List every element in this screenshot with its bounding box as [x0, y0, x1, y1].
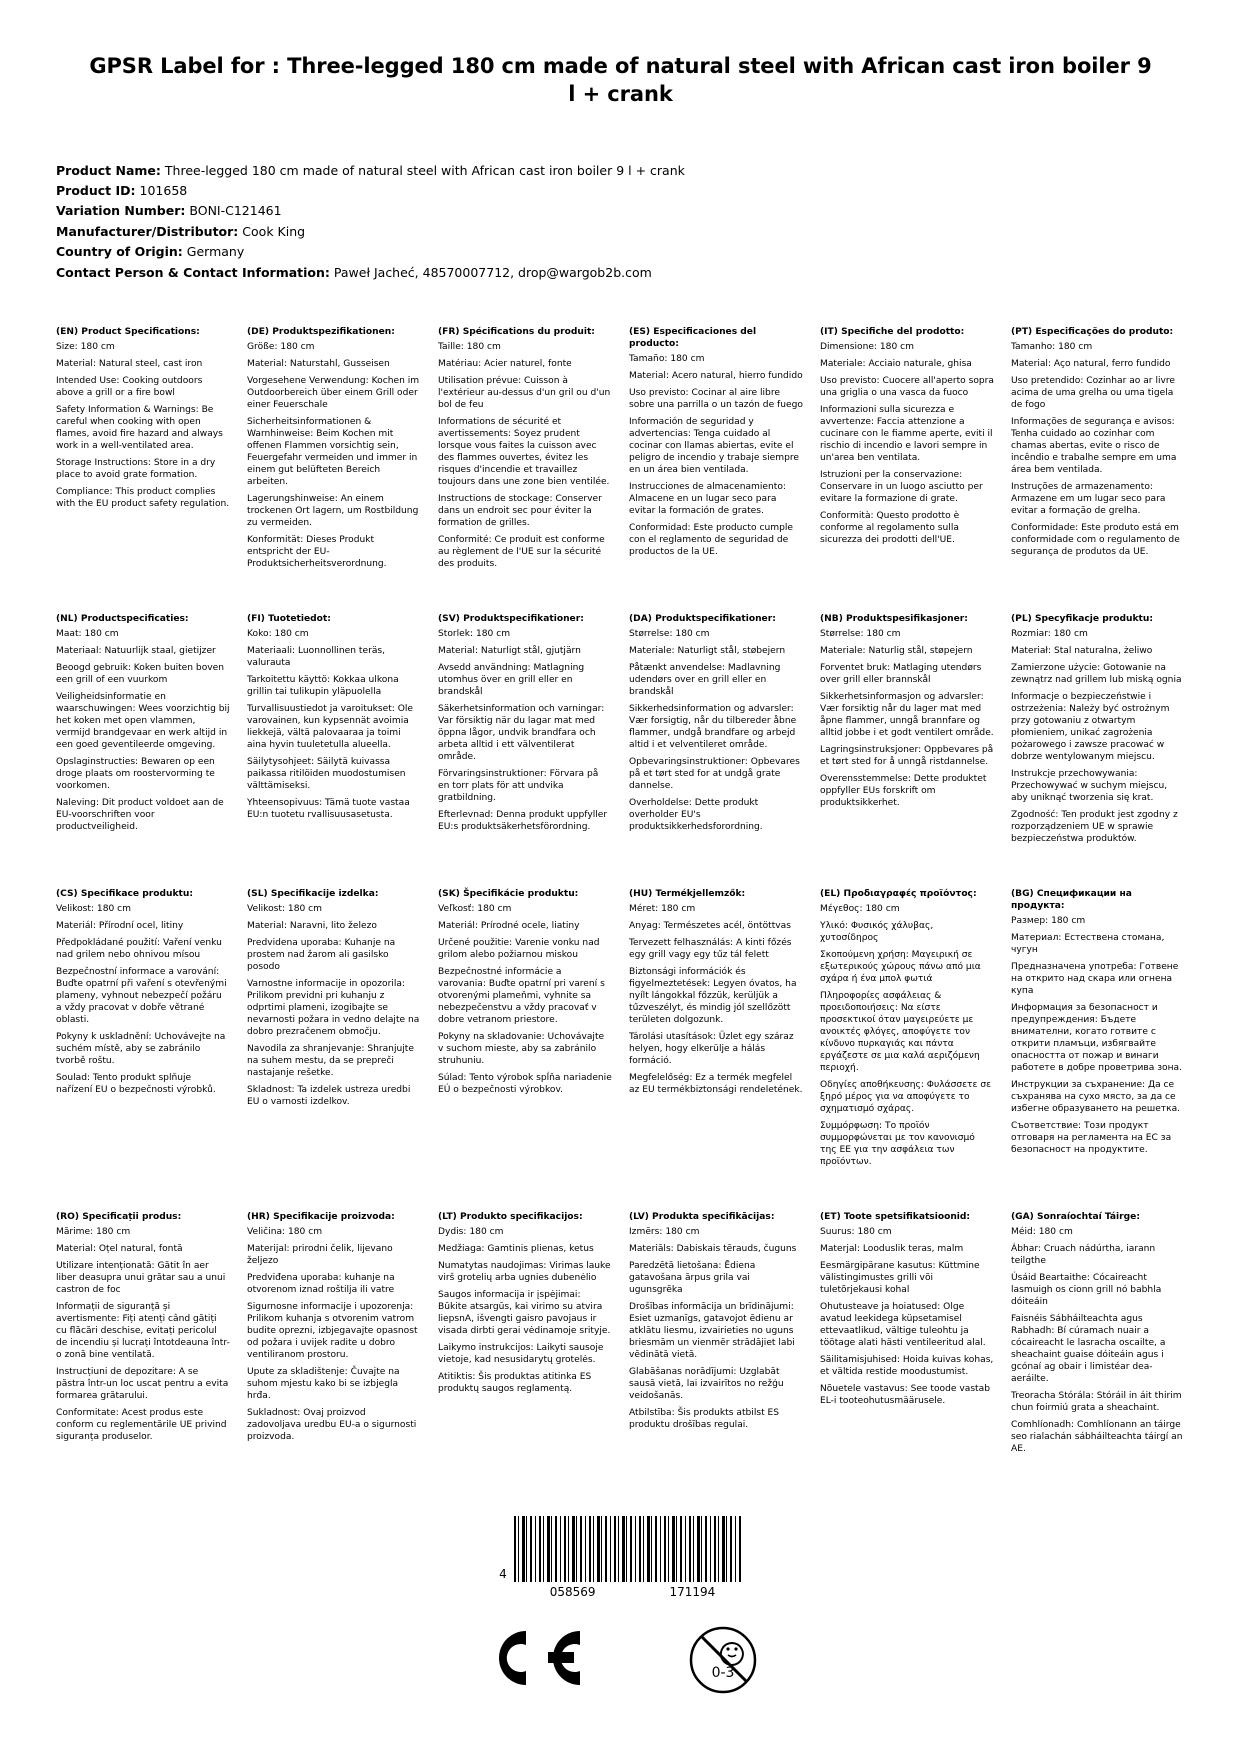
- spec-line: Pokyny na skladovanie: Uchovávajte v suchom mieste, aby sa zabránilo struhuniu.: [438, 1031, 605, 1066]
- spec-heading: (NB) Produktspesifikasjoner:: [820, 613, 968, 624]
- spec-line: Размер: 180 cm: [1011, 915, 1086, 926]
- spec-block-es: [629, 326, 803, 575]
- barcode-right-number: 171194: [669, 1584, 716, 1599]
- meta-label: Product Name:: [56, 162, 161, 178]
- spec-line: Sukladnost: Ovaj proizvod zadovoljava uredbu EU-a o sigurnosti proizvoda.: [247, 1407, 417, 1442]
- meta-row-variation-number: [56, 201, 1185, 220]
- meta-value: Germany: [186, 244, 245, 260]
- spec-heading: (SV) Produktspecifikationer:: [438, 613, 584, 624]
- spec-line: Atbilstība: Šis produkts atbilst ES produktu drošības regulai.: [629, 1407, 780, 1430]
- spec-line: Μέγεθος: 180 cm: [820, 903, 900, 914]
- spec-block-cs: [56, 888, 230, 1173]
- spec-line: Conformidad: Este producto cumple con el reglamento de seguridad de productos de la UE.: [629, 522, 793, 557]
- spec-line: Veličina: 180 cm: [247, 1226, 323, 1237]
- spec-line: Materiāls: Dabiskais tērauds, čuguns: [629, 1243, 797, 1254]
- spec-line: Συμμόρφωση: Το προϊόν συμμορφώνεται με τον κανονισμό της ΕΕ για την ασφάλεια των προϊόντων.: [820, 1120, 975, 1167]
- barcode-bars: [514, 1516, 742, 1582]
- spec-line: Instruções de armazenamento: Armazene em um lugar seco para evitar a formação de grelha.: [1011, 481, 1166, 516]
- spec-line: Påtænkt anvendelse: Madlavning udendørs over en grill eller en brandskål: [629, 662, 781, 697]
- spec-line: Uso previsto: Cocinar al aire libre sobre una parrilla o un tazón de fuego: [629, 387, 803, 410]
- spec-line: Materiale: Naturligt stål, støbejern: [629, 645, 786, 656]
- spec-line: Informații de siguranță și avertismente: Fiți atenți când gătiți cu flăcări deschise, evitați pericolul de incendiu și lucrați întotdeauna într-o zonă bine ventilată.: [56, 1301, 230, 1360]
- spec-line: Opbevaringsinstruktioner: Opbevares på et tørt sted for at undgå grate dannelse.: [629, 756, 800, 791]
- spec-line: Conformidade: Este produto está em conformidade com o regulamento de segurança de produtos da UE.: [1011, 522, 1180, 557]
- spec-heading: (LV) Produkta specifikācijas:: [629, 1211, 775, 1222]
- meta-value: Paweł Jacheć, 48570007712, drop@wargob2b.com: [333, 264, 652, 280]
- spec-line: Υλικό: Φυσικός χάλυβας, χυτοσίδηρος: [820, 920, 934, 943]
- spec-heading: (DE) Produktspezifikationen:: [247, 326, 395, 337]
- spec-line: Soulad: Tento produkt splňuje nařízení EU o bezpečnosti výrobků.: [56, 1072, 216, 1095]
- spec-line: Förvaringsinstruktioner: Förvara på en torr plats för att undvika gratbildning.: [438, 768, 599, 803]
- spec-line: Súlad: Tento výrobok spĺňa nariadenie EÚ o bezpečnosti výrobkov.: [438, 1072, 612, 1095]
- spec-line: Treoracha Stórála: Stóráil in áit thirim chun foirmiú grata a sheachaint.: [1011, 1390, 1182, 1413]
- spec-line: Veiligheidsinformatie en waarschuwingen: Wees voorzichtig bij het koken met open vlammen, vermijd brandgevaar en werk altijd in een goed geventileerde omgeving.: [56, 691, 230, 750]
- spec-line: Størrelse: 180 cm: [629, 628, 710, 639]
- product-meta-block: [56, 161, 1185, 282]
- spec-block-de: [247, 326, 421, 575]
- spec-line: Overholdelse: Dette produkt overholder EU's produktsikkerhedsforordning.: [629, 797, 763, 832]
- spec-heading: (FR) Spécifications du produit:: [438, 326, 595, 337]
- barcode-row: [499, 1516, 742, 1582]
- spec-heading: (RO) Specificații produs:: [56, 1211, 182, 1222]
- meta-value: Cook King: [242, 223, 306, 239]
- spec-line: Tervezett felhasználás: A kinti főzés egy grill vagy egy tűz tál felett: [629, 937, 792, 960]
- spec-heading: (IT) Specifiche del prodotto:: [820, 326, 965, 337]
- meta-row-contact: [56, 263, 1185, 282]
- specifications-grid: [56, 326, 1185, 1460]
- spec-line: Bezpečnostné informácie a varovania: Buďte opatrní pri varení s otvorenými plameňmi, vyhnite sa nebezpečenstvu a vždy pracovať v dobre vetranom priestore.: [438, 966, 605, 1025]
- spec-heading: (SK) Špecifikácie produktu:: [438, 888, 579, 899]
- spec-heading: (CS) Specifikace produktu:: [56, 888, 193, 899]
- spec-line: Opslaginstructies: Bewaren op een droge plaats om roostervorming te voorkomen.: [56, 756, 215, 791]
- barcode-left-number: 058569: [549, 1584, 596, 1599]
- spec-heading: (HR) Specifikacije proizvoda:: [247, 1211, 395, 1222]
- spec-block-bg: [1011, 888, 1185, 1173]
- meta-row-manufacturer: [56, 222, 1185, 241]
- spec-line: Istruzioni per la conservazione: Conservare in un luogo asciutto per evitare la formazione di grate.: [820, 469, 983, 504]
- spec-line: Dimensione: 180 cm: [820, 341, 914, 352]
- spec-line: Materjal: Looduslik teras, malm: [820, 1243, 964, 1254]
- spec-block-da: [629, 613, 803, 850]
- spec-line: Tamaño: 180 cm: [629, 353, 705, 364]
- spec-block-ga: [1011, 1211, 1185, 1460]
- spec-heading: (SL) Specifikacije izdelka:: [247, 888, 379, 899]
- spec-line: Utilisation prévue: Cuisson à l'extérieur au-dessus d'un gril ou d'un bol de feu: [438, 375, 611, 410]
- spec-line: Saugos informacija ir įspėjimai: Būkite atsargūs, kai virimo su atvira liepsnA, išvengti gaisro pavojaus ir visada dirbti gerai vėdinamoje srityje.: [438, 1289, 611, 1336]
- spec-line: Ohutusteave ja hoiatused: Olge avatud leekidega küpsetamisel ettevaatlikud, vältige tuleohtu ja töötage alati hästi ventileeritud alal.: [820, 1301, 986, 1348]
- spec-block-sl: [247, 888, 421, 1173]
- spec-block-fr: [438, 326, 612, 575]
- spec-line: Rozmiar: 180 cm: [1011, 628, 1088, 639]
- meta-label: Variation Number:: [56, 203, 186, 219]
- spec-line: Sigurnosne informacije i upozorenja: Prilikom kuhanja s otvorenim vatrom budite oprezni, izbjegavajte opasnost od požara i uvijek radite u dobro ventiliranom prostoru.: [247, 1301, 418, 1360]
- spec-line: Maat: 180 cm: [56, 628, 119, 639]
- age-mark-label: 0-3: [711, 1664, 734, 1681]
- spec-heading: (FI) Tuotetiedot:: [247, 613, 331, 624]
- spec-block-lv: [629, 1211, 803, 1460]
- spec-line: Utilizare intenționată: Gătit în aer liber deasupra unui grătar sau a unui castron de foc: [56, 1260, 226, 1295]
- spec-heading: (DA) Produktspecifikationer:: [629, 613, 776, 624]
- spec-line: Bezpečnostní informace a varování: Buďte opatrní při vaření s otevřenými plameny, vyhnout nebezpečí požáru a vždy pracovat v dobře větrané oblasti.: [56, 966, 227, 1025]
- spec-line: Koko: 180 cm: [247, 628, 309, 639]
- spec-line: Glabāšanas norādījumi: Uzglabāt sausā vietā, lai izvairītos no režģu veidošanās.: [629, 1366, 784, 1401]
- spec-line: Materiale: Naturlig stål, støpejern: [820, 645, 973, 656]
- spec-line: Instrukcje przechowywania: Przechowywać w suchym miejscu, aby uniknąć tworzenia się krat.: [1011, 768, 1168, 803]
- spec-line: Instructions de stockage: Conserver dans un endroit sec pour éviter la formation de grilles.: [438, 493, 602, 528]
- page-title: GPSR Label for : Three-legged 180 cm made of natural steel with African cast iron boiler 9 l + crank: [89, 54, 1152, 107]
- spec-line: Informacje o bezpieczeństwie i ostrzeżenia: Należy być ostrożnym przy gotowaniu z otwartym płomieniem, unikać zagrożenia pożarowego i zawsze pracować w dobrze wentylowanym miejscu.: [1011, 691, 1170, 762]
- spec-line: Størrelse: 180 cm: [820, 628, 901, 639]
- spec-line: Megfelelőség: Ez a termék megfelel az EU termékbiztonsági rendeletének.: [629, 1072, 803, 1095]
- barcode-lead-digit: 4: [499, 1566, 507, 1581]
- spec-line: Konformität: Dieses Produkt entspricht der EU-Produktsicherheitsverordnung.: [247, 534, 387, 569]
- spec-block-pt: [1011, 326, 1185, 575]
- spec-block-it: [820, 326, 994, 575]
- spec-line: Информация за безопасност и предупреждения: Бъдете внимателни, когато готвите с открити пламъци, избягвайте опасността от пожар и винаги работете в добре проветрива зона.: [1011, 1002, 1183, 1073]
- spec-heading: (NL) Productspecificaties:: [56, 613, 189, 624]
- spec-line: Taille: 180 cm: [438, 341, 501, 352]
- spec-line: Lagringsinstruksjoner: Oppbevares på et tørt sted for å unngå ristdannelse.: [820, 744, 994, 767]
- spec-line: Vorgesehene Verwendung: Kochen im Outdoorbereich über einem Grill oder einer Feuerschale: [247, 375, 420, 410]
- spec-line: Drošības informācija un brīdinājumi: Esiet uzmanīgs, gatavojot ēdienu ar atklātu liesmu, izvairieties no uguns briesmām un vienmēr strādājiet labi vēdinātā vietā.: [629, 1301, 795, 1360]
- spec-block-nb: [820, 613, 994, 850]
- spec-line: Size: 180 cm: [56, 341, 115, 352]
- meta-row-country-of-origin: [56, 242, 1185, 261]
- meta-row-product-name: [56, 161, 1185, 180]
- spec-block-pl: [1011, 613, 1185, 850]
- spec-line: Материал: Естествена стомана, чугун: [1011, 932, 1165, 955]
- spec-line: Compliance: This product complies with the EU product safety regulation.: [56, 486, 230, 509]
- spec-line: Ábhar: Cruach nádúrtha, iarann teilgthe: [1011, 1243, 1156, 1266]
- spec-line: Velikost: 180 cm: [247, 903, 323, 914]
- spec-heading: (ES) Especificaciones del producto:: [629, 326, 757, 349]
- spec-line: Faisnéis Sábháilteachta agus Rabhadh: Bí cúramach nuair a cócaireacht le lasracha oscailte, a sheachaint guaise dóiteáin agus i gcónaí ag obair i limistéar dea-aeráilte.: [1011, 1313, 1166, 1384]
- spec-line: Materiale: Acciaio naturale, ghisa: [820, 358, 972, 369]
- spec-line: Säilytysohjeet: Säilytä kuivassa paikassa ritilöiden muodostumisen välttämiseksi.: [247, 756, 406, 791]
- spec-line: Storage Instructions: Store in a dry place to avoid grate formation.: [56, 457, 216, 480]
- barcode-area: [56, 1516, 1185, 1691]
- spec-line: Sikkerhedsinformation og advarsler: Vær forsigtig, når du tilbereder åbne flammer, undgå brandfare og arbejd altid i et velventileret område.: [629, 703, 797, 750]
- spec-line: Material: Acero natural, hierro fundido: [629, 370, 803, 381]
- spec-line: Material: Aço natural, ferro fundido: [1011, 358, 1171, 369]
- spec-line: Tarkoitettu käyttö: Kokkaa ulkona grillin tai tulikupin yläpuolella: [247, 674, 399, 697]
- spec-line: Πληροφορίες ασφάλειας & προειδοποιήσεις: Να είστε προσεκτικοί όταν μαγειρεύετε με ανοικτές φλόγες, αποφύγετε τον κίνδυνο πυρκαγιάς και πάντα εργάζεστε σε μια καλά αεριζόμενη περιοχή.: [820, 990, 980, 1073]
- spec-line: Materiál: Prírodné ocele, liatiny: [438, 920, 580, 931]
- meta-label: Contact Person & Contact Information:: [56, 264, 330, 280]
- spec-line: Turvallisuustiedot ja varoitukset: Ole varovainen, kun kypsennät avoimia liekkejä, vältä palovaaraa ja toimi aina hyvin tuuletetulla alueella.: [247, 703, 413, 750]
- spec-line: Velikost: 180 cm: [56, 903, 132, 914]
- spec-line: Lagerungshinweise: An einem trockenen Ort lagern, um Rostbildung zu vermeiden.: [247, 493, 419, 528]
- spec-heading: (EL) Προδιαγραφές προϊόντος:: [820, 888, 977, 899]
- spec-line: Biztonsági információk és figyelmeztetések: Legyen óvatos, ha nyílt lángokkal főzzük, kerüljük a tűzveszélyt, és mindig jól szellőzött területen dolgozunk.: [629, 966, 797, 1025]
- spec-line: Conformitate: Acest produs este conform cu reglementările UE privind siguranța produselor.: [56, 1407, 227, 1442]
- spec-line: Инструкции за съхранение: Да се съхранява на сухо място, за да се избегне образуването на решетка.: [1011, 1079, 1181, 1114]
- spec-line: Größe: 180 cm: [247, 341, 315, 352]
- spec-line: Informazioni sulla sicurezza e avvertenze: Faccia attenzione a cucinare con le fiamme aperte, eviti il rischio di incendio e lavori sempre in un'area ben ventilata.: [820, 404, 993, 463]
- spec-line: Predvidena uporaba: Kuhanje na prostem nad žarom ali gasilsko posodo: [247, 937, 396, 972]
- barcode-numbers: [526, 1585, 716, 1599]
- meta-label: Product ID:: [56, 183, 136, 199]
- spec-line: Eesmärgipärane kasutus: Küttmine välistingimustes grilli või tuletõrjekausi kohal: [820, 1260, 980, 1295]
- spec-line: Méret: 180 cm: [629, 903, 696, 914]
- spec-line: Informações de segurança e avisos: Tenha cuidado ao cozinhar com chamas abertas, evite o risco de incêndio e trabalhe sempre em uma área bem ventilada.: [1011, 416, 1177, 475]
- spec-heading: (PL) Specyfikacje produktu:: [1011, 613, 1153, 624]
- spec-block-lt: [438, 1211, 612, 1460]
- spec-line: Storlek: 180 cm: [438, 628, 511, 639]
- meta-label: Country of Origin:: [56, 244, 183, 260]
- spec-block-hu: [629, 888, 803, 1173]
- spec-line: Numatytas naudojimas: Virimas lauke virš grotelių arba ugnies dubenėlio: [438, 1260, 611, 1283]
- spec-line: Forventet bruk: Matlaging utendørs over grill eller brannskål: [820, 662, 982, 685]
- spec-line: Intended Use: Cooking outdoors above a grill or a fire bowl: [56, 375, 203, 398]
- spec-line: Comhlíonadh: Comhlíonann an táirge seo rialachán sábháilteachta táirgí an AE.: [1011, 1419, 1183, 1454]
- spec-line: Säkerhetsinformation och varningar: Var försiktig när du lagar mat med öppna lågor, undvik brandfara och arbeta alltid i ett välventilerat område.: [438, 703, 605, 762]
- spec-line: Určené použitie: Varenie vonku nad grilom alebo požiarnou miskou: [438, 937, 600, 960]
- spec-line: Upute za skladištenje: Čuvajte na suhom mjestu kako bi se izbjegla hrđa.: [247, 1366, 400, 1401]
- spec-line: Materiał: Stal naturalna, żeliwo: [1011, 645, 1153, 656]
- spec-block-sk: [438, 888, 612, 1173]
- spec-line: Sicherheitsinformationen & Warnhinweise: Beim Kochen mit offenen Flammen vorsichtig sein, Feuergefahr vermeiden und immer in einem gut belüfteten Bereich arbeiten.: [247, 416, 418, 487]
- meta-value: Three-legged 180 cm made of natural steel with African cast iron boiler 9 l + crank: [164, 162, 685, 178]
- spec-line: Izmērs: 180 cm: [629, 1226, 700, 1237]
- compliance-marks-row: [488, 1625, 754, 1691]
- spec-line: Οδηγίες αποθήκευσης: Φυλάσσετε σε ξηρό μέρος για να αποφύγετε το σχηματισμό σχάρας.: [820, 1079, 992, 1114]
- spec-line: Material: Naturligt stål, gjutjärn: [438, 645, 581, 656]
- spec-block-ro: [56, 1211, 230, 1460]
- spec-line: Paredzētā lietošana: Ēdiena gatavošana ārpus grila vai ugunsgrēka: [629, 1260, 756, 1295]
- spec-heading: (LT) Produkto specifikacijos:: [438, 1211, 583, 1222]
- spec-line: Beoogd gebruik: Koken buiten boven een grill of een vuurkom: [56, 662, 225, 685]
- spec-line: Conformità: Questo prodotto è conforme al regolamento sulla sicurezza dei prodotti dell'UE.: [820, 510, 960, 545]
- spec-line: Veľkosť: 180 cm: [438, 903, 512, 914]
- spec-line: Uso pretendido: Cozinhar ao ar livre acima de uma grelha ou uma tigela de fogo: [1011, 375, 1176, 410]
- spec-line: Informations de sécurité et avertissements: Soyez prudent lorsque vous faites la cuisson avec des flammes ouvertes, évitez les risques d'incendie et travaillez toujours dans une zone bien ventilée.: [438, 416, 610, 487]
- spec-line: Σκοπούμενη χρήση: Μαγειρική σε εξωτερικούς χώρους πάνω από μια σχάρα ή ένα μπολ φωτιά: [820, 949, 981, 984]
- spec-heading: (HU) Termékjellemzők:: [629, 888, 746, 899]
- spec-line: Sikkerhetsinformasjon og advarsler: Vær forsiktig når du lager mat med åpne flammer, unngå brannfare og alltid jobbe i et godt ventilert område.: [820, 691, 994, 738]
- meta-value: 101658: [139, 183, 188, 199]
- spec-line: Materiál: Přírodní ocel, litiny: [56, 920, 184, 931]
- spec-block-en: [56, 326, 230, 575]
- spec-heading: (PT) Especificações do produto:: [1011, 326, 1174, 337]
- spec-line: Dydis: 180 cm: [438, 1226, 504, 1237]
- meta-label: Manufacturer/Distributor:: [56, 223, 239, 239]
- spec-line: Skladnost: Ta izdelek ustreza uredbi EU o varnosti izdelkov.: [247, 1084, 411, 1107]
- spec-heading: (GA) Sonraíochtaí Táirge:: [1011, 1211, 1140, 1222]
- spec-line: Material: Natural steel, cast iron: [56, 358, 203, 369]
- spec-line: Съответствие: Този продукт отговаря на регламента на ЕС за безопасност на продуктите.: [1011, 1120, 1172, 1155]
- spec-line: Naleving: Dit product voldoet aan de EU-voorschriften voor productveiligheid.: [56, 797, 224, 832]
- age-restriction-icon: [688, 1625, 754, 1691]
- meta-row-product-id: [56, 181, 1185, 200]
- spec-line: Medžiaga: Gamtinis plienas, ketus: [438, 1243, 594, 1254]
- spec-line: Pokyny k uskladnění: Uchovávejte na suchém místě, aby se zabránilo tvorbě roštu.: [56, 1031, 226, 1066]
- spec-line: Suurus: 180 cm: [820, 1226, 892, 1237]
- spec-line: Instrucțiuni de depozitare: A se păstra într-un loc uscat pentru a evita formarea grătarului.: [56, 1366, 229, 1401]
- spec-line: Material: Oțel natural, fontă: [56, 1243, 183, 1254]
- spec-block-nl: [56, 613, 230, 850]
- spec-line: Instrucciones de almacenamiento: Almacene en un lugar seco para evitar la formación de grates.: [629, 481, 786, 516]
- spec-line: Laikymo instrukcijos: Laikyti sausoje vietoje, kad nesusidarytų grotelės.: [438, 1342, 604, 1365]
- spec-line: Nõuetele vastavus: See toode vastab EL-i tooteohutusmäärusele.: [820, 1383, 990, 1406]
- spec-heading: (ET) Toote spetsifikatsioonid:: [820, 1211, 971, 1222]
- spec-block-et: [820, 1211, 994, 1460]
- spec-line: Materiaal: Natuurlijk staal, gietijzer: [56, 645, 216, 656]
- spec-line: Předpokládané použití: Vaření venku nad grilem nebo ohnivou mísou: [56, 937, 222, 960]
- spec-line: Tárolási utasítások: Üzlet egy száraz helyen, hogy elkerülje a hálás formáció.: [629, 1031, 794, 1066]
- spec-line: Varnostne informacije in opozorila: Prilikom previdni pri kuhanju z odprtimi plameni, izogibajte se nevarnosti požara in vedno delajte na dobro prezračenem območju.: [247, 978, 420, 1037]
- spec-line: Atitiktis: Šis produktas atitinka ES produktų saugos reglamentą.: [438, 1371, 592, 1394]
- ce-marking-icon: [488, 1627, 584, 1689]
- spec-line: Tamanho: 180 cm: [1011, 341, 1093, 352]
- spec-line: Predviđena uporaba: kuhanje na otvorenom iznad roštilja ili vatre: [247, 1272, 395, 1295]
- spec-line: Méid: 180 cm: [1011, 1226, 1073, 1237]
- meta-value: BONI-C121461: [189, 203, 282, 219]
- spec-line: Navodila za shranjevanje: Shranjujte na suhem mestu, da se prepreči nastajanje rešetke.: [247, 1043, 414, 1078]
- spec-heading: (BG) Спецификации на продукта:: [1011, 888, 1132, 911]
- spec-line: Materijal: prirodni čelik, lijevano željezo: [247, 1243, 393, 1266]
- spec-line: Avsedd användning: Matlagning utomhus över en grill eller en brandskål: [438, 662, 585, 697]
- spec-line: Yhteensopivuus: Tämä tuote vastaa EU:n tuotetu rvallisuusasetusta.: [247, 797, 410, 820]
- spec-line: Zgodność: Ten produkt jest zgodny z rozporządzeniem UE w sprawie bezpieczeństwa produktów.: [1011, 809, 1178, 844]
- spec-line: Zamierzone użycie: Gotowanie na zewnątrz nad grillem lub miską ognia: [1011, 662, 1182, 685]
- spec-line: Uso previsto: Cuocere all'aperto sopra una griglia o una vasca da fuoco: [820, 375, 994, 398]
- spec-block-el: [820, 888, 994, 1173]
- spec-line: Mărime: 180 cm: [56, 1226, 131, 1237]
- spec-line: Conformité: Ce produit est conforme au règlement de l'UE sur la sécurité des produits.: [438, 534, 605, 569]
- spec-line: Säilitamisjuhised: Hoida kuivas kohas, et vältida restide moodustumist.: [820, 1354, 994, 1377]
- spec-line: Úsáid Beartaithe: Cócaireacht lasmuigh os cionn grill nó babhla dóiteáin: [1011, 1272, 1162, 1307]
- spec-line: Efterlevnad: Denna produkt uppfyller EU:s produktsäkerhetsförordning.: [438, 809, 608, 832]
- spec-line: Información de seguridad y advertencias: Tenga cuidado al cocinar con llamas abiertas, evite el peligro de incendio y trabaje siempre en un área bien ventilada.: [629, 416, 799, 475]
- spec-line: Safety Information & Warnings: Be careful when cooking with open flames, avoid fire hazard and always work in a well-ventilated area.: [56, 404, 223, 451]
- spec-line: Overensstemmelse: Dette produktet oppfyller EUs forskrift om produktsikkerhet.: [820, 773, 987, 808]
- spec-line: Предназначена употреба: Готвене на открито над скара или огнена купа: [1011, 961, 1179, 996]
- spec-line: Material: Naravni, lito železo: [247, 920, 377, 931]
- spec-line: Matériau: Acier naturel, fonte: [438, 358, 572, 369]
- spec-line: Materiaali: Luonnollinen teräs, valurauta: [247, 645, 386, 668]
- spec-block-fi: [247, 613, 421, 850]
- spec-block-sv: [438, 613, 612, 850]
- spec-heading: (EN) Product Specifications:: [56, 326, 200, 337]
- spec-line: Anyag: Természetes acél, öntöttvas: [629, 920, 791, 931]
- spec-block-hr: [247, 1211, 421, 1460]
- spec-line: Material: Naturstahl, Gusseisen: [247, 358, 390, 369]
